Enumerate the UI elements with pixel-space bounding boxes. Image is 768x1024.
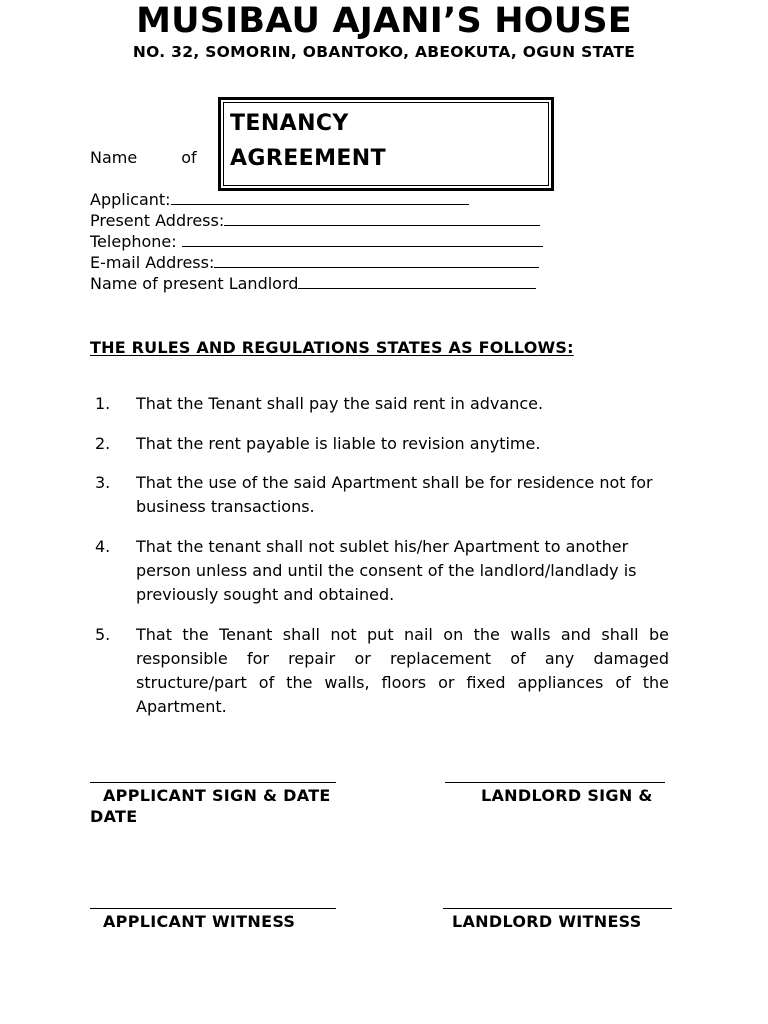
of-label: of xyxy=(181,148,197,167)
present-address-label: Present Address: xyxy=(90,211,225,230)
rule-text: That the Tenant shall not put nail on the walls and shall be responsible for repair or replacement of any damaged structure/part of the walls, floors or fixed appliances of the Apartment. xyxy=(136,625,669,716)
rule-number: 5. xyxy=(95,625,111,644)
applicant-sign-label: APPLICANT SIGN & DATE xyxy=(103,786,331,805)
landlord-witness-label: LANDLORD WITNESS xyxy=(452,912,642,931)
landlord-witness-line[interactable] xyxy=(443,908,672,909)
telephone-field xyxy=(90,231,543,252)
landlord-name-label: Name of present Landlord xyxy=(90,274,299,293)
rule-text: That the use of the said Apartment shall be for residence not for business transactions. xyxy=(136,473,653,516)
email-field xyxy=(90,252,539,273)
rule-text: That the rent payable is liable to revision anytime. xyxy=(136,434,541,453)
rule-number: 3. xyxy=(95,473,111,492)
rule-item xyxy=(95,392,685,416)
email-blank[interactable] xyxy=(214,252,539,268)
applicant-label: Applicant: xyxy=(90,190,171,209)
applicant-witness-label: APPLICANT WITNESS xyxy=(103,912,296,931)
applicant-sign-line[interactable] xyxy=(90,782,336,783)
agreement-title-line2: AGREEMENT xyxy=(230,146,387,171)
name-label: Name xyxy=(90,148,138,167)
landlord-name-field xyxy=(90,273,536,294)
house-address: NO. 32, SOMORIN, OBANTOKO, ABEOKUTA, OGUN STATE xyxy=(132,43,636,61)
applicant-blank[interactable] xyxy=(171,189,469,205)
rule-item xyxy=(95,432,685,456)
email-label: E-mail Address: xyxy=(90,253,215,272)
rule-text: That the tenant shall not sublet his/her Apartment to another person unless and until the consent of the landlord/landlady is previously sought and obtained. xyxy=(136,537,637,604)
tenancy-agreement-box xyxy=(218,97,554,191)
rules-heading: THE RULES AND REGULATIONS STATES AS FOLLOWS: xyxy=(90,338,574,357)
present-address-field xyxy=(90,210,540,231)
present-address-blank[interactable] xyxy=(224,210,540,226)
tenancy-agreement-box-inner xyxy=(223,102,549,186)
rule-item xyxy=(95,623,685,719)
landlord-name-blank[interactable] xyxy=(298,273,536,289)
agreement-title-line1: TENANCY xyxy=(230,111,349,136)
telephone-blank[interactable] xyxy=(182,231,543,247)
document-title: MUSIBAU AJANI’S HOUSE xyxy=(136,1,632,41)
rule-text: That the Tenant shall pay the said rent in advance. xyxy=(136,394,544,413)
rule-item xyxy=(95,471,685,519)
applicant-field xyxy=(90,189,469,210)
rule-number: 2. xyxy=(95,434,111,453)
applicant-witness-line[interactable] xyxy=(90,908,336,909)
landlord-sign-label-date: DATE xyxy=(90,807,138,826)
landlord-sign-label: LANDLORD SIGN & xyxy=(481,786,653,805)
rule-item xyxy=(95,535,685,607)
name-of-label xyxy=(90,148,197,167)
rule-number: 4. xyxy=(95,537,111,556)
telephone-label: Telephone: xyxy=(90,232,182,251)
landlord-sign-line[interactable] xyxy=(445,782,665,783)
rule-number: 1. xyxy=(95,394,111,413)
